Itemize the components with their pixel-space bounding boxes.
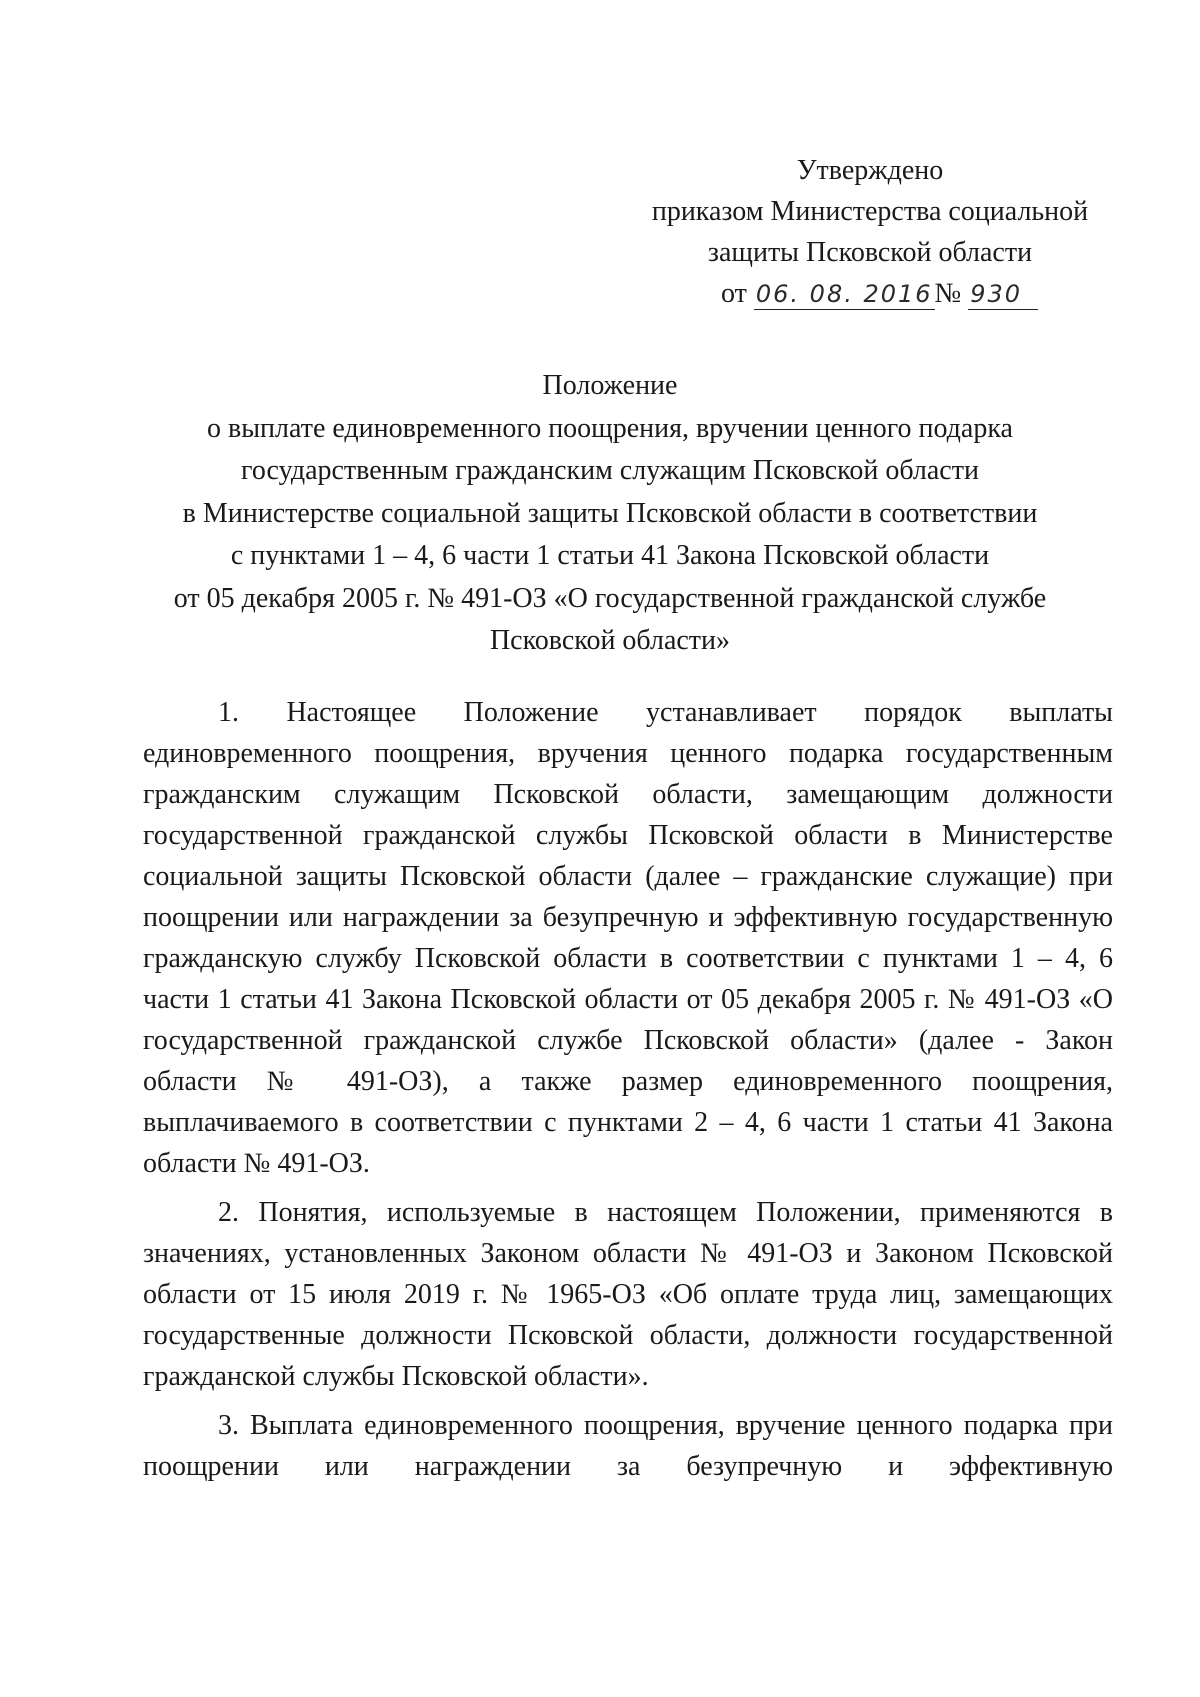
title-line-3: государственным гражданским служащим Псковской области	[241, 455, 979, 486]
title-line-2: о выплате единовременного поощрения, вручении ценного подарка	[207, 412, 1013, 444]
paragraph-1: 1. Настоящее Положение устанавливает порядок выплаты единовременного поощрения, вручения ценного подарка государственным гражданским служащим Псковской области, замещающим должности государственной гражданской службы Псковской области в Министерстве социальной защиты Псковской области (далее – гражданские служащие) при поощрении или награждении за безупречную и эффективную государственную гражданскую службу Псковской области в соответствии с пунктами 1 – 4, 6 части 1 статьи 41 Закона Псковской области от 05 декабря 2005 г. № 491-ОЗ «О государственной гражданской службе Псковской области» (далее - Закон области № 491-ОЗ), а также размер единовременного поощрения, выплачиваемого в соответствии с пунктами 2 – 4, 6 части 1 статьи 41 Закона области № 491-ОЗ.	[143, 697, 1113, 1179]
handwritten-number: 930	[968, 279, 1038, 310]
title-line-6: от 05 декабря 2005 г. № 491-ОЗ «О государственной гражданской службе	[173, 582, 1047, 614]
title-line-4: в Министерстве социальной защиты Псковской области в соответствии	[182, 497, 1038, 529]
approval-ministry-text: защиты Псковской области	[707, 237, 1033, 268]
date-prefix: от	[721, 278, 747, 309]
title-line-1: Положение	[542, 370, 678, 401]
document-body	[143, 692, 1113, 1495]
number-prefix: №	[934, 278, 962, 309]
title-line-5: с пунктами 1 – 4, 6 части 1 статьи 41 Закона Псковской области	[230, 540, 990, 571]
approval-block	[600, 150, 1140, 314]
approval-order-text: приказом Министерства социальной	[651, 196, 1089, 227]
paragraph-3: 3. Выплата единовременного поощрения, вручение ценного подарка при поощрении или награждении за безупречную и эффективную	[143, 1410, 1113, 1482]
order-date-number-line	[600, 273, 1140, 314]
document-title	[120, 365, 1100, 663]
handwritten-date: 06. 08. 2016	[755, 280, 933, 308]
approval-heading: Утверждено	[796, 155, 944, 186]
paragraph-2: 2. Понятия, используемые в настоящем Положении, применяются в значениях, установленных Законом области № 491-ОЗ и Законом Псковской области от 15 июля 2019 г. № 1965-ОЗ «Об оплате труда лиц, замещающих государственные должности Псковской области, должности государственной гражданской службы Псковской области».	[143, 1197, 1113, 1392]
title-line-7: Псковской области»	[489, 625, 731, 656]
